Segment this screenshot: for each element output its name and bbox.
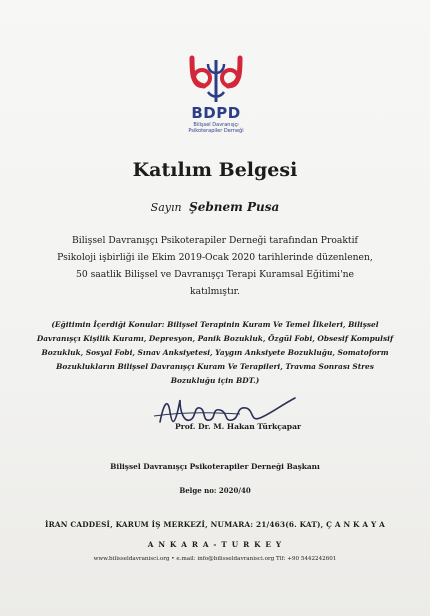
salutation-prefix: Sayın <box>150 201 182 214</box>
statement-line: Psikoloji işbirliği ile Ekim 2019-Ocak 2020 tarihlerinde düzenlenen, <box>57 252 373 263</box>
logo-emblem-icon <box>184 54 248 106</box>
recipient-salutation <box>0 200 430 214</box>
certificate-statement <box>40 232 390 300</box>
topics-line: Davranışçı Kişilik Kuramı, Depresyon, Panik Bozukluk, Özgül Fobi, Obsesif Kompulsif <box>36 334 394 343</box>
logo-sub-line-2: Psikoterapiler Derneği <box>188 128 244 134</box>
statement-line: 50 saatlik Bilişsel ve Davranışçı Terapi Kuramsal Eğitimi'ne <box>75 269 354 280</box>
address-line: İRAN CADDESİ, KARUM İŞ MERKEZİ, NUMARA: 21/463(6. KAT), Ç A N K A Y A <box>45 520 385 529</box>
topics-line: Bozukluk, Sosyal Fobi, Sınav Anksiyetesi, Yaygın Anksiyete Bozukluğu, Somatoform <box>41 348 389 357</box>
logo-brand-text: BDPD <box>191 104 241 122</box>
contact-line: www.bilisseldavranisci.org • e.mail: info@bilisseldavranisci.org Tlf: +90 5442242601 <box>93 556 337 562</box>
topics-line: (Eğitimin İçerdiği Konular: Bilişsel Terapinin Kuram Ve Temel İlkeleri, Bilişsel <box>51 320 379 329</box>
bdpd-logo <box>168 54 264 134</box>
certificate-title: Katılım Belgesi <box>132 159 298 181</box>
logo-sub-line-1: Bilişsel Davranışçı <box>193 122 239 128</box>
statement-line: Bilişsel Davranışçı Psikoterapiler Derneği tarafından Proaktif <box>72 235 358 246</box>
recipient-name: Şebnem Pusa <box>189 200 280 214</box>
topics-line: Bozuklukların Bilişsel Davranışçı Kuram Ve Terapileri, Travma Sonrası Stres <box>56 362 374 371</box>
document-number: Belge no: 2020/40 <box>179 486 251 495</box>
statement-line: katılmıştır. <box>190 286 240 297</box>
signatory-role: Bilişsel Davranışçı Psikoterapiler Derneği Başkanı <box>110 462 320 471</box>
city-line: A N K A R A - T U R K E Y <box>147 540 283 549</box>
signatory-name: Prof. Dr. M. Hakan Türkçapar <box>175 422 301 431</box>
training-topics <box>35 318 395 388</box>
topics-line: Bozukluğu için BDT.) <box>170 376 260 385</box>
